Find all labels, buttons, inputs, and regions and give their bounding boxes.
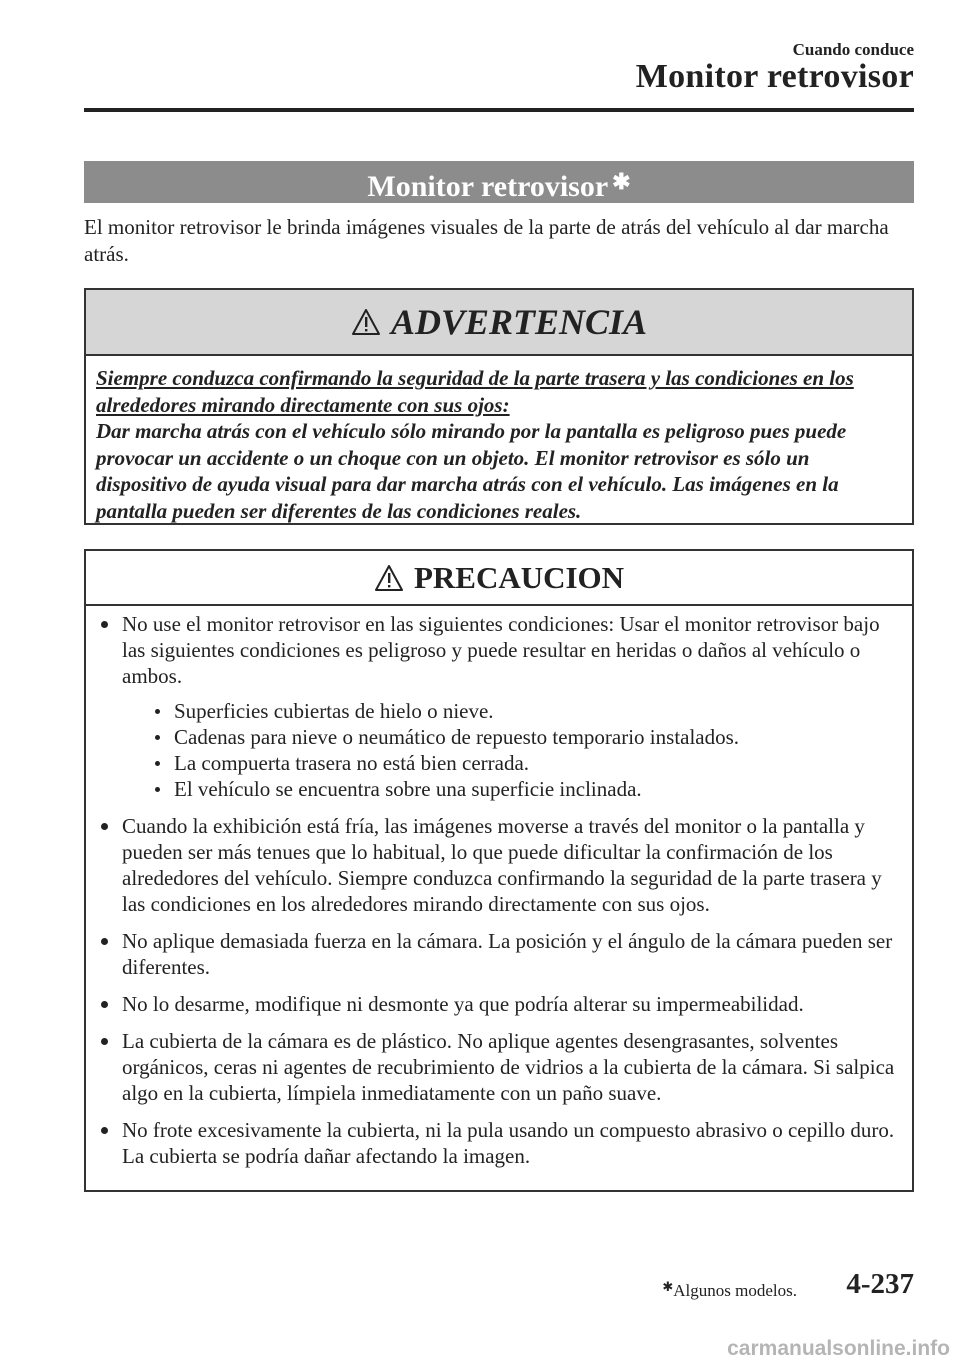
warning-text: Dar marcha atrás con el vehículo sólo mirando por la pantalla es peligroso pues puede provocar un accidente o un choque con un objeto. El monitor retrovisor es sólo un dispositivo de ayuda visual para dar marcha atrás con el vehículo. Las imágenes en la pantalla pueden ser diferentes de las condiciones reales. [96, 419, 847, 523]
bullet-text: No use el monitor retrovisor en las siguientes condiciones: Usar el monitor retrovisor bajo las siguientes condiciones es peligroso y puede resultar en heridas o daños al vehículo o ambos. [122, 612, 880, 688]
condition-item [122, 750, 898, 776]
warning-triangle-icon [351, 308, 381, 336]
caution-header [86, 551, 912, 606]
condition-item [122, 698, 898, 724]
section-title-bar [84, 161, 914, 203]
header-rule [84, 108, 914, 112]
caution-bullet [96, 928, 898, 980]
condition-item [122, 776, 898, 802]
section-title: Monitor retrovisor [367, 170, 609, 203]
bullet-text: No aplique demasiada fuerza en la cámara. La posición y el ángulo de la cámara pueden ser diferentes. [122, 929, 893, 979]
warning-underlined-text: Siempre conduzca confirmando la seguridad de la parte trasera y las condiciones en los alrededores mirando directamente con sus ojos: [96, 366, 854, 417]
watermark[interactable]: carmanualsonline.info [727, 1337, 950, 1360]
bullet-dot [155, 787, 160, 792]
caution-box [84, 549, 914, 1192]
footnote-text: Algunos modelos. [673, 1281, 797, 1300]
warning-title: ADVERTENCIA [390, 302, 648, 342]
warning-body [86, 356, 912, 524]
condition-text: Superficies cubiertas de hielo o nieve. [174, 699, 494, 723]
condition-text: El vehículo se encuentra sobre una superficie inclinada. [174, 777, 642, 801]
section-header: Monitor retrovisor [635, 58, 914, 95]
condition-text: Cadenas para nieve o neumático de repuesto temporario instalados. [174, 725, 740, 749]
caution-bullet [96, 611, 898, 802]
bullet-dot [155, 735, 160, 740]
bullet-text: No frote excesivamente la cubierta, ni la pula usando un compuesto abrasivo o cepillo duro. La cubierta se podría dañar afectando la imagen. [122, 1118, 895, 1168]
caution-triangle-icon [374, 564, 404, 592]
bullet-dot [155, 761, 160, 766]
condition-list [122, 698, 898, 802]
bullet-dot [101, 621, 108, 628]
bullet-dot [101, 1038, 108, 1045]
bullet-dot [101, 1127, 108, 1134]
bullet-text: No lo desarme, modifique ni desmonte ya que podría alterar su impermeabilidad. [122, 992, 804, 1016]
caution-bullet [96, 813, 898, 917]
bullet-dot [101, 823, 108, 830]
intro-paragraph: El monitor retrovisor le brinda imágenes visuales de la parte de atrás del vehículo al dar marcha atrás. [84, 215, 889, 266]
footnote-mark: ✱ [662, 1279, 674, 1294]
bullet-dot [155, 709, 160, 714]
bullet-dot [101, 938, 108, 945]
warning-header [86, 290, 912, 356]
caution-bullet [96, 1028, 898, 1106]
bullet-text: Cuando la exhibición está fría, las imágenes moverse a través del monitor o la pantalla y pueden ser más tenues que lo habitual, lo que puede dificultar la confirmación de los alrededores del vehículo. Siempre conduzca confirmando la seguridad de la parte trasera y las condiciones en los alrededores mirando directamente con sus ojos. [122, 814, 882, 916]
page-number: 4-237 [846, 1268, 914, 1300]
bullet-dot [101, 1001, 108, 1008]
some-models-mark: ✱ [612, 169, 631, 194]
footnote [662, 1279, 797, 1301]
caution-bullet [96, 991, 898, 1017]
warning-box [84, 288, 914, 525]
chapter-title: Cuando conduce [792, 40, 914, 59]
caution-title: PRECAUCION [413, 559, 625, 595]
caution-bullet [96, 1117, 898, 1169]
condition-text: La compuerta trasera no está bien cerrada. [174, 751, 530, 775]
condition-item [122, 724, 898, 750]
bullet-text: La cubierta de la cámara es de plástico. No aplique agentes desengrasantes, solventes orgánicos, ceras ni agentes de recubrimiento de vidrios a la cubierta de la cámara. Si salpica algo en la cubierta, límpiela inmediatamente con un paño suave. [122, 1029, 895, 1105]
caution-body [86, 606, 912, 1169]
